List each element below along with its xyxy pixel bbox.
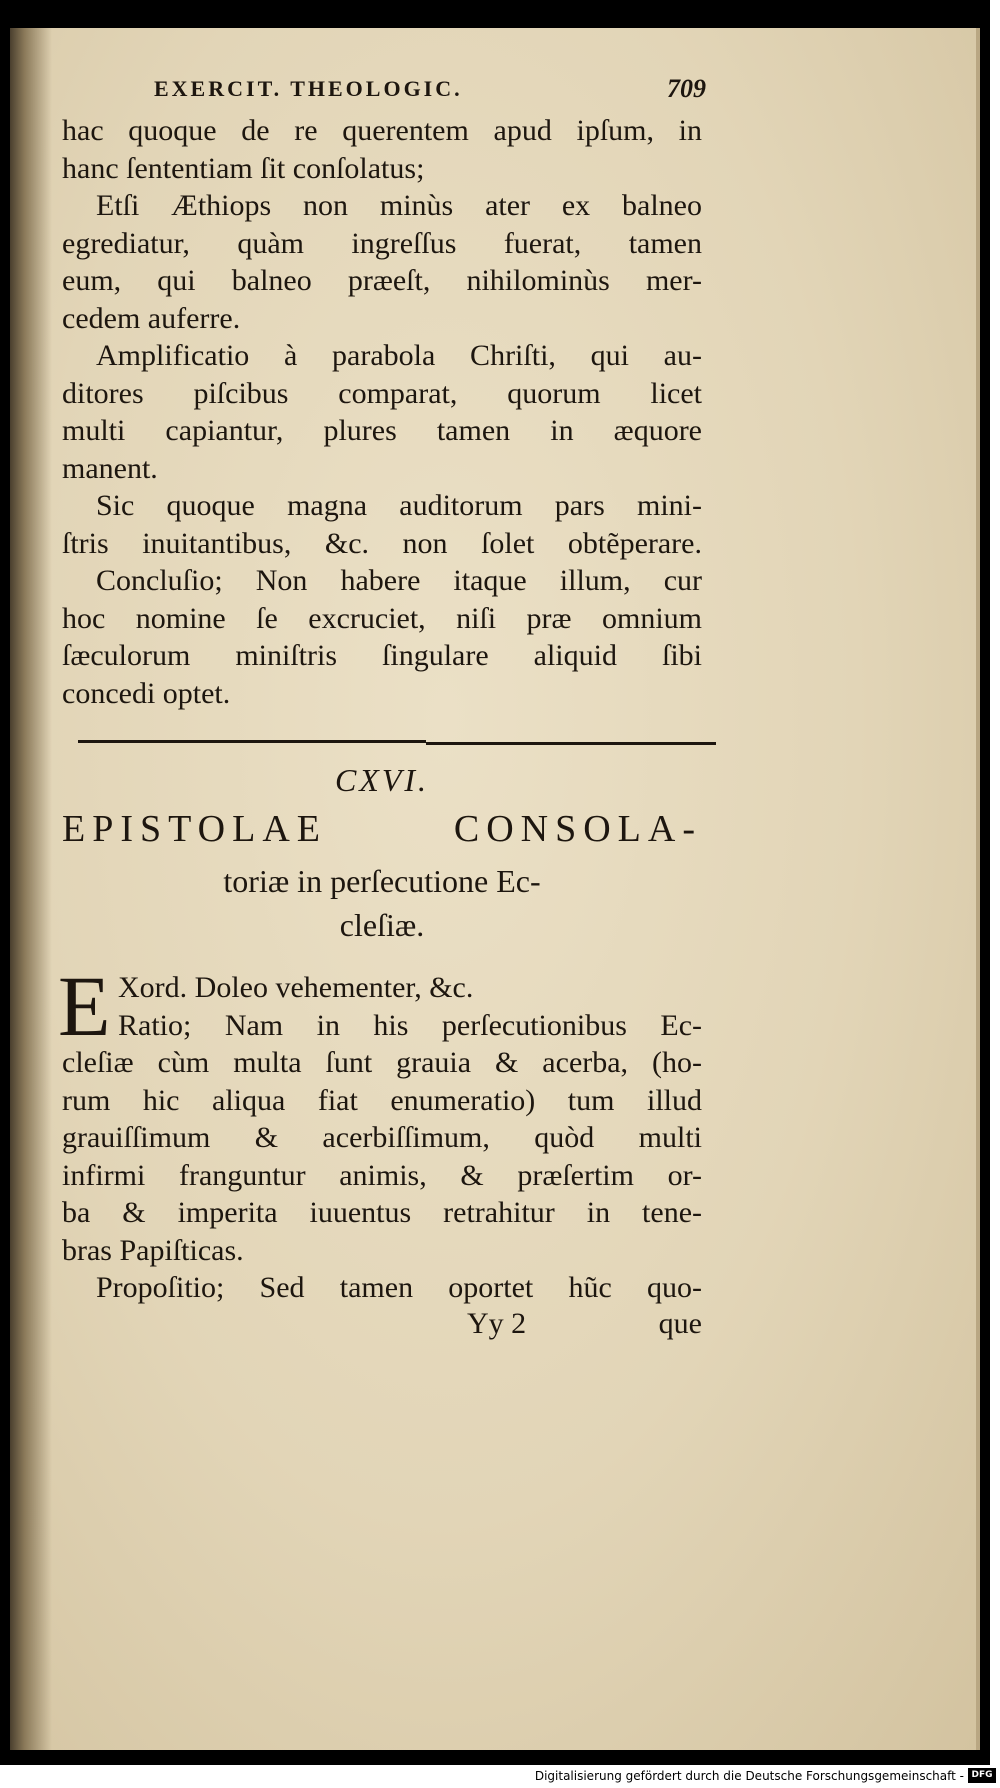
text-line: hac quoque de re querentem apud ipſum, in	[62, 114, 702, 147]
funding-credit: Digitalisierung gefördert durch die Deutsche Forschungsgemeinschaft -	[534, 1769, 964, 1783]
section-numeral: CXVI.	[334, 762, 430, 798]
drop-capital: E	[58, 958, 111, 1054]
signature-mark: Yy 2	[467, 1306, 527, 1340]
text-line: infirmi franguntur animis, & præſertim or-	[62, 1158, 702, 1192]
running-head: ЕXERCIT. THEOLOGIC.	[154, 76, 463, 101]
section-subtitle	[62, 859, 702, 947]
divider-rule-left	[78, 740, 426, 743]
text-line: ditores piſcibus comparat, quorum licet	[62, 376, 702, 410]
text-line: Sic quoque magna auditorum pars mini-	[96, 489, 702, 522]
text-line: egrediatur, quàm ingreſſus fuerat, tamen	[62, 226, 702, 260]
text-line: concedi optet.	[62, 676, 231, 710]
text-line: Ratio; Nam in his perſecutionibus Ec-	[118, 1008, 702, 1042]
text-line: hoc nomine ſe excruciet, niſi præ omnium	[62, 601, 702, 635]
exordium-block	[58, 958, 702, 1307]
text-line: Etſi Æthiops non minùs ater ex balneo	[96, 189, 702, 222]
section-cxvi	[58, 762, 702, 1347]
text-line: Amplificatio à parabola Chriſti, qui au-	[96, 339, 702, 372]
footer-strip	[0, 1765, 1000, 1788]
book-page	[10, 28, 980, 1750]
text-line: manent.	[62, 451, 158, 485]
page-number: 709	[667, 74, 706, 103]
catchword: que	[658, 1306, 702, 1340]
title-word-left: EPISTOLAE	[62, 808, 327, 850]
text-line: hanc ſententiam ſit conſolatus;	[62, 151, 425, 185]
text-line: Concluſio; Non habere itaque illum, cur	[96, 564, 702, 597]
paragraph	[62, 112, 702, 187]
text-line: eum, qui balneo præeſt, nihilominùs mer-	[62, 264, 702, 297]
paragraph	[62, 487, 702, 562]
text-line: multi capiantur, plures tamen in æquore	[62, 414, 702, 447]
text-line: ſtris inuitantibus, &c. non ſolet obtẽperare.	[62, 526, 702, 560]
text-line: cleſiæ cùm multa ſunt grauia & acerba, (ho-	[62, 1046, 702, 1079]
paragraph	[62, 969, 702, 1269]
text-line: Propoſitio; Sed tamen oportet hũc quo-	[96, 1271, 702, 1304]
text-line: rum hic aliqua fiat enumeratio) tum illud	[62, 1083, 702, 1117]
text-line: ba & imperita iuuentus retrahitur in tene-	[62, 1196, 702, 1229]
title-word-right: CONSOLA-	[453, 808, 702, 850]
divider-rule-right	[426, 742, 716, 745]
binding-shadow	[10, 28, 52, 1750]
subtitle-line: toriæ in perſecutione Ec-	[223, 863, 541, 899]
subtitle-line: cleſiæ.	[339, 907, 425, 943]
section-previous	[62, 112, 702, 712]
text-line: ſæculorum miniſtris ſingulare aliquid ſibi	[62, 639, 702, 672]
page-header	[62, 74, 706, 112]
paragraph	[62, 562, 702, 712]
text-line: cedem auferre.	[62, 301, 241, 335]
section-divider	[62, 736, 702, 750]
paragraph	[62, 187, 702, 337]
text-line: grauiſſimum & acerbiſſimum, quòd multi	[62, 1121, 702, 1154]
text-block	[58, 74, 706, 1347]
paragraph	[62, 337, 702, 487]
page-catchwords	[62, 1307, 702, 1347]
text-line: bras Papiſticas.	[62, 1233, 244, 1267]
section-title	[62, 807, 702, 853]
text-line: Xord. Doleo vehementer, &c.	[118, 971, 474, 1004]
paragraph	[62, 1269, 702, 1307]
dfg-logo: DFG	[968, 1768, 996, 1783]
